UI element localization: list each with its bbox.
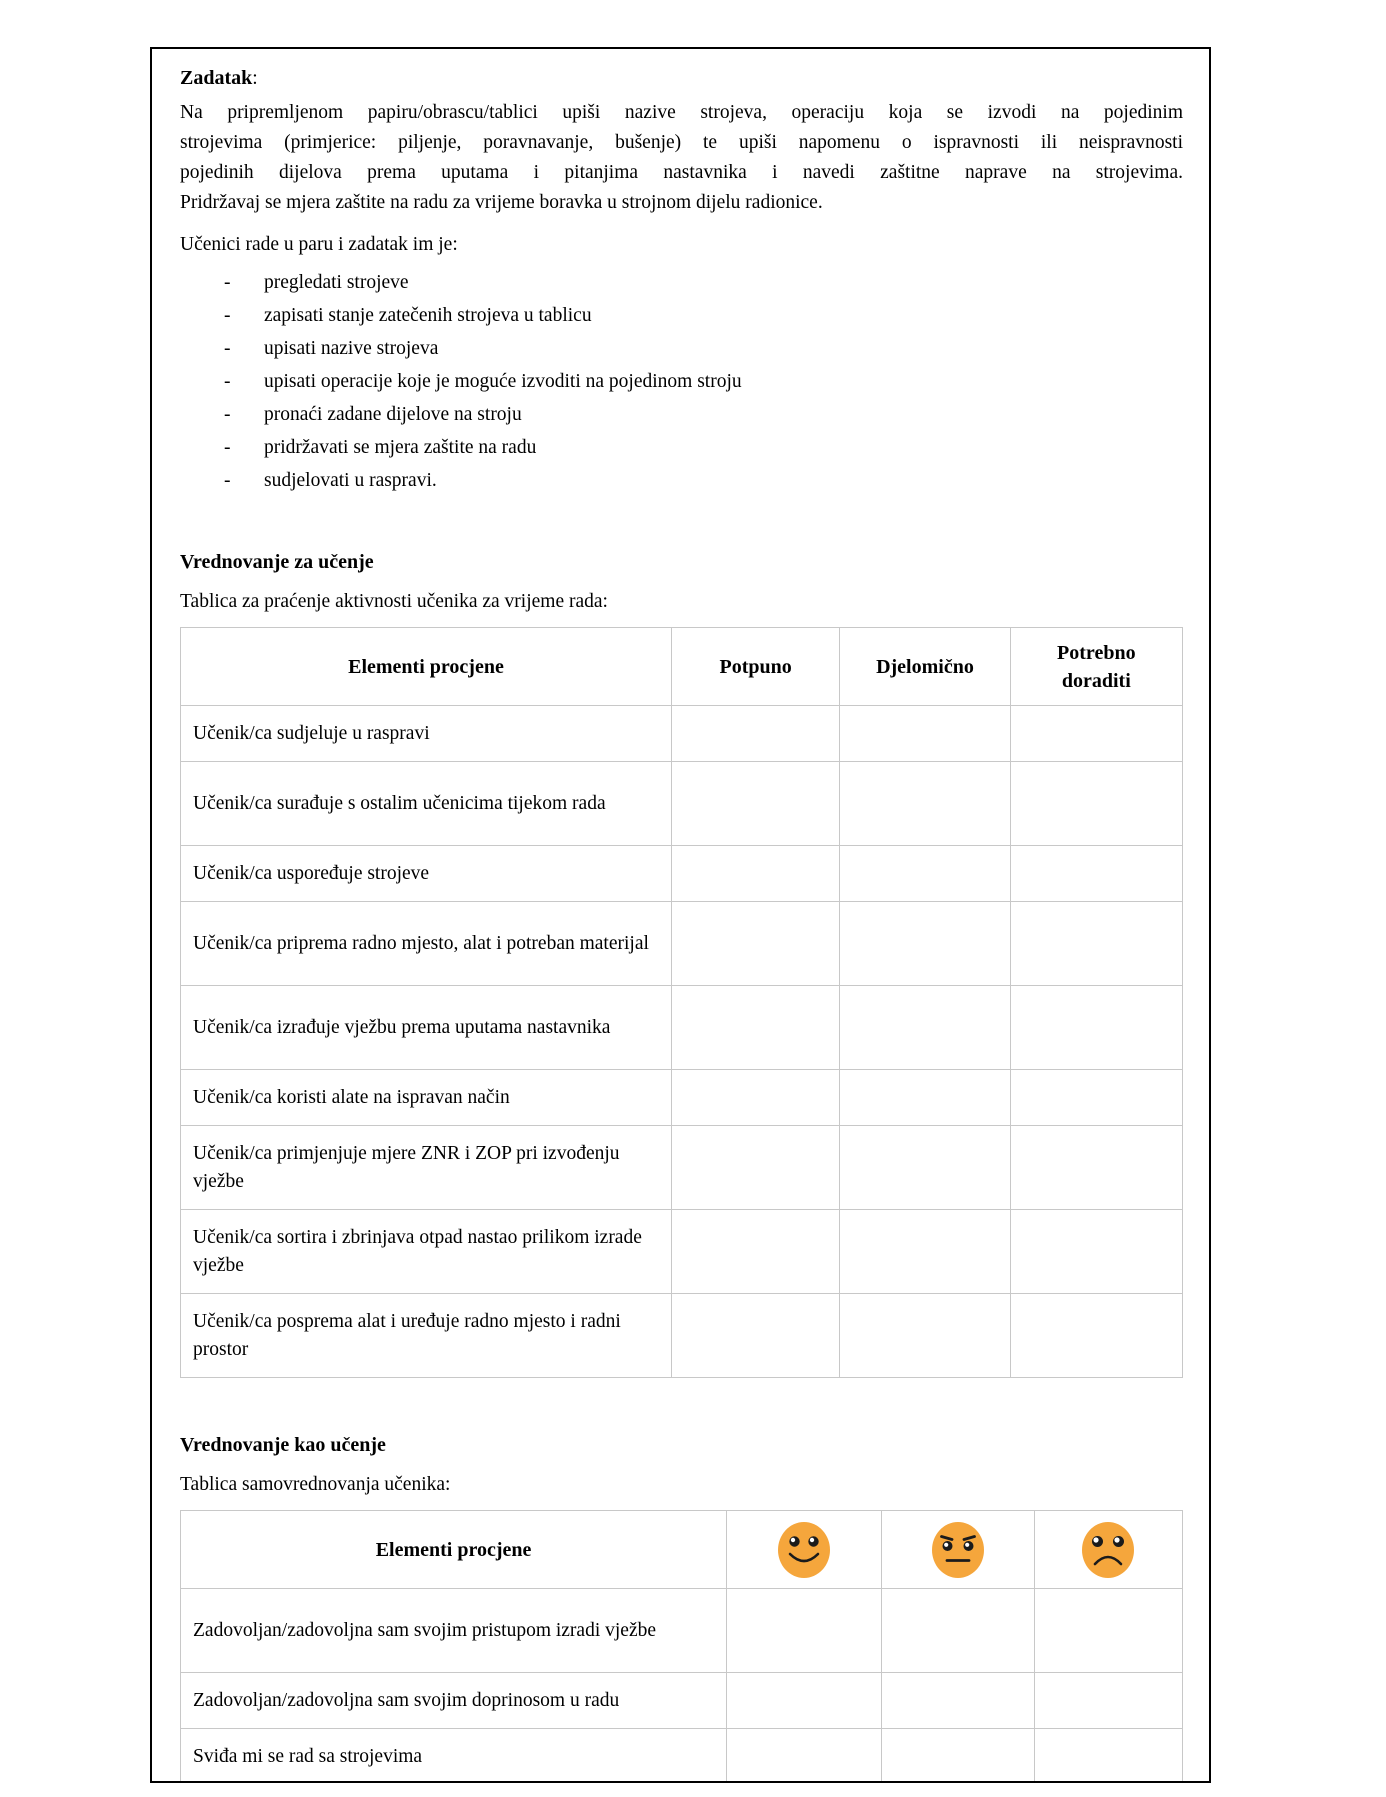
task-list-item-text: pridržavati se mjera zaštite na radu [264,437,537,458]
empty-cell [840,1126,1010,1210]
empty-cell [1010,1126,1182,1210]
task-description-line: Na pripremljenom papiru/obrascu/tablici upiši nazive strojeva, operaciju koja se izvodi na pojedinim [180,102,1183,123]
column-header-elements: Elementi procjene [181,1511,727,1589]
task-description-line: pojedinih dijelova prema uputama i pitanjima nastavnika i navedi zaštitne naprave na strojevima. [180,162,1183,183]
task-list-item [180,464,1183,497]
empty-cell [1034,1673,1182,1729]
pair-work-intro: Učenici rade u paru i zadatak im je: [180,234,458,255]
empty-cell [840,902,1010,986]
empty-cell [671,762,839,846]
table-row [181,1070,1183,1126]
empty-cell [727,1729,882,1784]
assessment-as-learning-heading: Vrednovanje kao učenje [180,1434,386,1456]
task-description-line: strojevima (primjerice: piljenje, poravnavanje, bušenje) te upiši napomenu o ispravnosti ili neispravnosti [180,132,1183,153]
task-list-item-text: upisati nazive strojeva [264,338,439,359]
criterion-cell: Učenik/ca sortira i zbrinjava otpad nastao prilikom izrade vježbe [181,1210,672,1294]
criterion-cell: Zadovoljan/zadovoljna sam svojim doprinosom u radu [181,1673,727,1729]
column-header-potrebno-doraditi: Potrebno doraditi [1010,628,1182,706]
task-heading-label: Zadatak [180,67,253,89]
criterion-cell: Učenik/ca izrađuje vježbu prema uputama nastavnika [181,986,672,1070]
list-dash: - [224,338,231,359]
criterion-cell: Učenik/ca surađuje s ostalim učenicima tijekom rada [181,762,672,846]
task-list [180,266,1183,497]
frowning-face-icon [1081,1537,1135,1559]
table-row [181,1126,1183,1210]
table-row [181,1589,1183,1673]
empty-cell [840,986,1010,1070]
empty-cell [671,1126,839,1210]
empty-cell [840,1294,1010,1378]
criterion-cell: Učenik/ca uspoređuje strojeve [181,846,672,902]
column-header-neutral [882,1511,1034,1589]
criterion-cell: Učenik/ca posprema alat i uređuje radno mjesto i radni prostor [181,1294,672,1378]
criterion-cell: Sviđa mi se rad sa strojevima [181,1729,727,1784]
neutral-face-icon [931,1537,985,1559]
empty-cell [882,1673,1034,1729]
empty-cell [840,1210,1010,1294]
list-dash: - [224,371,231,392]
empty-cell [882,1729,1034,1784]
task-list-item [180,266,1183,299]
empty-cell [727,1673,882,1729]
column-header-smiling [727,1511,882,1589]
empty-cell [671,1294,839,1378]
assessment-for-learning-subtitle: Tablica za praćenje aktivnosti učenika za vrijeme rada: [180,591,608,612]
table-row [181,986,1183,1070]
task-description-line: Pridržavaj se mjera zaštite na radu za vrijeme boravka u strojnom dijelu radionice. [180,192,823,213]
empty-cell [1010,902,1182,986]
assessment-for-learning-heading: Vrednovanje za učenje [180,551,374,573]
criterion-cell: Učenik/ca primjenjuje mjere ZNR i ZOP pri izvođenju vježbe [181,1126,672,1210]
table-row [181,1729,1183,1784]
table-row [181,902,1183,986]
task-list-item [180,398,1183,431]
empty-cell [671,846,839,902]
self-assessment-table [180,1510,1183,1783]
task-list-item [180,431,1183,464]
table-header-row [181,628,1183,706]
empty-cell [1034,1589,1182,1673]
empty-cell [671,986,839,1070]
list-dash: - [224,437,231,458]
empty-cell [1010,706,1182,762]
task-description [180,98,1183,218]
empty-cell [1034,1729,1182,1784]
empty-cell [671,1210,839,1294]
task-list-item-text: sudjelovati u raspravi. [264,470,437,491]
task-list-item [180,365,1183,398]
empty-cell [882,1589,1034,1673]
task-list-item-text: zapisati stanje zatečenih strojeva u tablicu [264,305,592,326]
list-dash: - [224,470,231,491]
empty-cell [1010,762,1182,846]
column-header-sad [1034,1511,1182,1589]
empty-cell [727,1589,882,1673]
table-header-row [181,1511,1183,1589]
task-list-item [180,332,1183,365]
list-dash: - [224,305,231,326]
list-dash: - [224,272,231,293]
empty-cell [671,1070,839,1126]
empty-cell [840,762,1010,846]
empty-cell [840,846,1010,902]
table-row [181,1294,1183,1378]
criterion-cell: Učenik/ca koristi alate na ispravan način [181,1070,672,1126]
table-row [181,706,1183,762]
empty-cell [671,706,839,762]
empty-cell [1010,1294,1182,1378]
table-row [181,846,1183,902]
activity-tracking-table [180,627,1183,1378]
smiling-face-icon [777,1537,831,1559]
criterion-cell: Učenik/ca priprema radno mjesto, alat i potreban materijal [181,902,672,986]
task-list-item [180,299,1183,332]
task-heading [180,63,1183,94]
assessment-as-learning-subtitle: Tablica samovrednovanja učenika: [180,1474,451,1495]
list-dash: - [224,404,231,425]
task-list-item-text: upisati operacije koje je moguće izvoditi na pojedinom stroju [264,371,742,392]
empty-cell [1010,846,1182,902]
empty-cell [671,902,839,986]
empty-cell [840,1070,1010,1126]
table-row [181,762,1183,846]
column-header-potpuno: Potpuno [671,628,839,706]
task-heading-colon: : [252,68,258,89]
task-list-item-text: pregledati strojeve [264,272,409,293]
table-row [181,1673,1183,1729]
empty-cell [1010,1210,1182,1294]
criterion-cell: Zadovoljan/zadovoljna sam svojim pristupom izradi vježbe [181,1589,727,1673]
empty-cell [1010,986,1182,1070]
worksheet-document [150,47,1211,1783]
empty-cell [840,706,1010,762]
column-header-djelomicno: Djelomično [840,628,1010,706]
criterion-cell: Učenik/ca sudjeluje u raspravi [181,706,672,762]
table-row [181,1210,1183,1294]
task-list-item-text: pronaći zadane dijelove na stroju [264,404,522,425]
empty-cell [1010,1070,1182,1126]
column-header-elements: Elementi procjene [181,628,672,706]
